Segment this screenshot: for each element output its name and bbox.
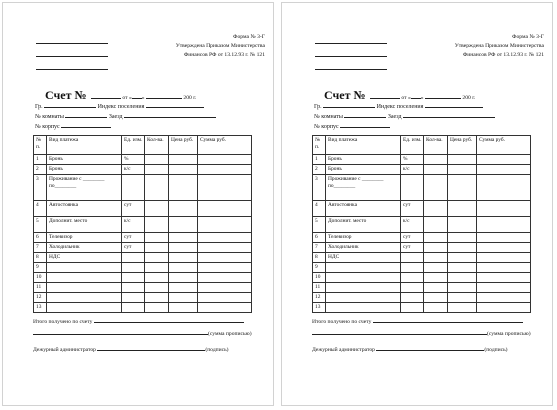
cell-price bbox=[448, 263, 477, 273]
cell-quantity bbox=[145, 175, 169, 201]
table-row bbox=[34, 293, 252, 303]
cell-quantity bbox=[424, 217, 448, 233]
cell-price bbox=[169, 283, 198, 293]
approval-line: Утверждена Приказом Министерства bbox=[175, 43, 265, 49]
cell-payment-type bbox=[326, 303, 401, 313]
cell-row-number: 10 bbox=[34, 273, 47, 283]
cell-price bbox=[169, 293, 198, 303]
column-header-quantity: Кол-ва. bbox=[145, 136, 169, 155]
cell-price bbox=[169, 263, 198, 273]
cell-payment-type bbox=[326, 293, 401, 303]
cell-unit: сут bbox=[401, 233, 424, 243]
citizen-row: Гр. Индекс поселения bbox=[314, 101, 483, 112]
approval-line: Утверждена Приказом Министерства bbox=[454, 43, 544, 49]
cell-row-number: 8 bbox=[313, 253, 326, 263]
column-header-unit: Ед. изм. bbox=[401, 136, 424, 155]
cell-price bbox=[448, 165, 477, 175]
cell-row-number: 2 bbox=[34, 165, 47, 175]
form-number-line: Форма № 3-Г bbox=[512, 34, 544, 40]
table-row bbox=[313, 201, 531, 217]
column-header-amount: Сумма руб. bbox=[477, 136, 531, 155]
column-header-price: Цена руб. bbox=[169, 136, 198, 155]
payment-table bbox=[33, 135, 252, 313]
decree-line: Финансов РФ от 13.12.93 г. № 121 bbox=[462, 52, 544, 58]
cell-price bbox=[448, 201, 477, 217]
cell-row-number: 8 bbox=[34, 253, 47, 263]
cell-quantity bbox=[424, 273, 448, 283]
cell-unit: сут bbox=[122, 243, 145, 253]
table-row bbox=[313, 303, 531, 313]
cell-unit bbox=[401, 273, 424, 283]
cell-price bbox=[448, 273, 477, 283]
table-row bbox=[313, 283, 531, 293]
cell-unit bbox=[122, 293, 145, 303]
cell-quantity bbox=[424, 253, 448, 263]
cell-price bbox=[448, 217, 477, 233]
column-header-unit: Ед. изм. bbox=[122, 136, 145, 155]
cell-row-number: 13 bbox=[34, 303, 47, 313]
cell-quantity bbox=[145, 263, 169, 273]
cell-unit bbox=[401, 303, 424, 313]
cell-payment-type: Проживание с ________ по________ bbox=[326, 175, 401, 201]
cell-price bbox=[169, 201, 198, 217]
cell-payment-type: Дополнит. место bbox=[47, 217, 122, 233]
blank-line bbox=[315, 43, 387, 44]
cell-amount bbox=[198, 155, 252, 165]
table-row bbox=[34, 201, 252, 217]
cell-price bbox=[448, 243, 477, 253]
table-row bbox=[313, 273, 531, 283]
cell-price bbox=[448, 253, 477, 263]
cell-payment-type: НДС bbox=[47, 253, 122, 263]
cell-unit: к/с bbox=[122, 217, 145, 233]
blank-line bbox=[36, 43, 108, 44]
cell-amount bbox=[198, 233, 252, 243]
cell-quantity bbox=[145, 165, 169, 175]
table-row bbox=[34, 303, 252, 313]
cell-price bbox=[448, 233, 477, 243]
cell-amount bbox=[477, 283, 531, 293]
cell-unit bbox=[122, 253, 145, 263]
cell-row-number: 4 bbox=[313, 201, 326, 217]
cell-quantity bbox=[145, 201, 169, 217]
cell-quantity bbox=[145, 303, 169, 313]
cell-row-number: 7 bbox=[313, 243, 326, 253]
cell-row-number: 9 bbox=[313, 263, 326, 273]
duty-admin-line: Дежурный администратор (подпись) bbox=[312, 344, 508, 354]
building-row: № корпус bbox=[35, 121, 111, 132]
cell-row-number: 12 bbox=[34, 293, 47, 303]
cell-row-number: 3 bbox=[313, 175, 326, 201]
cell-payment-type: Бронь bbox=[326, 155, 401, 165]
cell-amount bbox=[477, 201, 531, 217]
table-row bbox=[313, 155, 531, 165]
payment-table bbox=[312, 135, 531, 313]
cell-row-number: 5 bbox=[34, 217, 47, 233]
cell-amount bbox=[477, 293, 531, 303]
blank-line bbox=[36, 56, 108, 57]
cell-price bbox=[169, 273, 198, 283]
duty-admin-line: Дежурный администратор (подпись) bbox=[33, 344, 229, 354]
cell-price bbox=[448, 175, 477, 201]
blank-line bbox=[36, 69, 108, 70]
cell-payment-type: Автостоянка bbox=[47, 201, 122, 217]
cell-unit: сут bbox=[401, 243, 424, 253]
cell-price bbox=[448, 155, 477, 165]
cell-unit bbox=[122, 283, 145, 293]
total-received-line: Итого получено по счету bbox=[312, 316, 523, 326]
cell-quantity bbox=[145, 253, 169, 263]
cell-unit: сут bbox=[122, 201, 145, 217]
cell-payment-type bbox=[47, 293, 122, 303]
cell-amount bbox=[477, 253, 531, 263]
cell-quantity bbox=[424, 175, 448, 201]
cell-row-number: 7 bbox=[34, 243, 47, 253]
decree-line: Финансов РФ от 13.12.93 г. № 121 bbox=[183, 52, 265, 58]
blank-line bbox=[315, 69, 387, 70]
cell-quantity bbox=[424, 165, 448, 175]
cell-unit: к/с bbox=[401, 165, 424, 175]
cell-unit: % bbox=[122, 155, 145, 165]
cell-amount bbox=[477, 217, 531, 233]
cell-row-number: 2 bbox=[313, 165, 326, 175]
cell-quantity bbox=[424, 263, 448, 273]
table-row bbox=[34, 283, 252, 293]
cell-amount bbox=[198, 303, 252, 313]
table-row bbox=[34, 155, 252, 165]
cell-row-number: 11 bbox=[313, 283, 326, 293]
cell-unit bbox=[401, 293, 424, 303]
cell-row-number: 12 bbox=[313, 293, 326, 303]
cell-price bbox=[169, 303, 198, 313]
total-received-line: Итого получено по счету bbox=[33, 316, 244, 326]
cell-price bbox=[169, 233, 198, 243]
cell-row-number: 11 bbox=[34, 283, 47, 293]
cell-unit bbox=[122, 303, 145, 313]
cell-quantity bbox=[145, 243, 169, 253]
cell-amount bbox=[477, 175, 531, 201]
cell-unit bbox=[401, 283, 424, 293]
invoice-date-line: от « » 200 г. bbox=[370, 92, 475, 102]
cell-amount bbox=[477, 233, 531, 243]
cell-quantity bbox=[145, 233, 169, 243]
cell-payment-type: Автостоянка bbox=[326, 201, 401, 217]
table-row bbox=[313, 233, 531, 243]
cell-amount bbox=[198, 273, 252, 283]
blank-line bbox=[315, 56, 387, 57]
cell-row-number: 6 bbox=[34, 233, 47, 243]
column-header-row-number: № п. bbox=[313, 136, 326, 155]
cell-row-number: 6 bbox=[313, 233, 326, 243]
cell-amount bbox=[198, 217, 252, 233]
cell-row-number: 3 bbox=[34, 175, 47, 201]
cell-quantity bbox=[424, 283, 448, 293]
cell-row-number: 1 bbox=[34, 155, 47, 165]
cell-amount bbox=[198, 165, 252, 175]
table-row bbox=[313, 165, 531, 175]
cell-quantity bbox=[145, 155, 169, 165]
cell-price bbox=[169, 165, 198, 175]
cell-payment-type bbox=[326, 283, 401, 293]
cell-unit bbox=[401, 175, 424, 201]
table-row bbox=[313, 175, 531, 201]
cell-amount bbox=[198, 253, 252, 263]
cell-price bbox=[169, 253, 198, 263]
cell-payment-type bbox=[326, 263, 401, 273]
building-row: № корпус bbox=[314, 121, 390, 132]
cell-quantity bbox=[145, 283, 169, 293]
cell-price bbox=[169, 155, 198, 165]
cell-amount bbox=[198, 283, 252, 293]
cell-unit: сут bbox=[401, 201, 424, 217]
amount-in-words-line: (сумма прописью) bbox=[312, 328, 531, 338]
cell-payment-type: Дополнит. место bbox=[326, 217, 401, 233]
cell-amount bbox=[198, 201, 252, 217]
cell-price bbox=[448, 303, 477, 313]
cell-row-number: 4 bbox=[34, 201, 47, 217]
cell-payment-type: Бронь bbox=[47, 155, 122, 165]
cell-amount bbox=[477, 303, 531, 313]
room-row: № комнаты Заезд bbox=[35, 111, 216, 122]
table-row bbox=[34, 253, 252, 263]
invoice-title: Счет № bbox=[324, 88, 366, 102]
table-row bbox=[313, 293, 531, 303]
column-header-payment-type: Вид платежа bbox=[47, 136, 122, 155]
invoice-form-left bbox=[2, 2, 274, 406]
cell-payment-type bbox=[47, 303, 122, 313]
cell-amount bbox=[477, 243, 531, 253]
table-row bbox=[34, 243, 252, 253]
cell-unit bbox=[122, 263, 145, 273]
cell-quantity bbox=[145, 293, 169, 303]
cell-row-number: 9 bbox=[34, 263, 47, 273]
cell-payment-type bbox=[47, 273, 122, 283]
table-row bbox=[34, 217, 252, 233]
column-header-row-number: № п. bbox=[34, 136, 47, 155]
cell-row-number: 5 bbox=[313, 217, 326, 233]
table-row bbox=[313, 263, 531, 273]
cell-price bbox=[169, 175, 198, 201]
cell-price bbox=[448, 283, 477, 293]
cell-payment-type: Проживание с ________ по________ bbox=[47, 175, 122, 201]
column-header-amount: Сумма руб. bbox=[198, 136, 252, 155]
table-row bbox=[313, 243, 531, 253]
cell-amount bbox=[198, 243, 252, 253]
cell-amount bbox=[477, 273, 531, 283]
cell-payment-type bbox=[326, 273, 401, 283]
table-row bbox=[34, 175, 252, 201]
cell-quantity bbox=[145, 273, 169, 283]
cell-payment-type bbox=[47, 263, 122, 273]
cell-amount bbox=[477, 165, 531, 175]
invoice-date-line: от « » 200 г. bbox=[91, 92, 196, 102]
cell-payment-type: Телевизор bbox=[326, 233, 401, 243]
cell-payment-type: Бронь bbox=[326, 165, 401, 175]
cell-amount bbox=[477, 155, 531, 165]
cell-payment-type: Бронь bbox=[47, 165, 122, 175]
cell-row-number: 10 bbox=[313, 273, 326, 283]
cell-unit: к/с bbox=[122, 165, 145, 175]
table-row bbox=[34, 165, 252, 175]
cell-unit: % bbox=[401, 155, 424, 165]
cell-amount bbox=[198, 263, 252, 273]
cell-unit bbox=[122, 175, 145, 201]
cell-amount bbox=[198, 293, 252, 303]
cell-unit bbox=[401, 263, 424, 273]
cell-quantity bbox=[424, 303, 448, 313]
column-header-payment-type: Вид платежа bbox=[326, 136, 401, 155]
cell-quantity bbox=[145, 217, 169, 233]
table-row bbox=[34, 273, 252, 283]
table-header-row bbox=[313, 136, 531, 155]
cell-payment-type: Холодильник bbox=[47, 243, 122, 253]
form-number-line: Форма № 3-Г bbox=[233, 34, 265, 40]
table-header-row bbox=[34, 136, 252, 155]
cell-payment-type bbox=[47, 283, 122, 293]
cell-payment-type: НДС bbox=[326, 253, 401, 263]
invoice-form-right bbox=[281, 2, 553, 406]
cell-quantity bbox=[424, 155, 448, 165]
citizen-row: Гр. Индекс поселения bbox=[35, 101, 204, 112]
cell-price bbox=[448, 293, 477, 303]
cell-quantity bbox=[424, 243, 448, 253]
cell-price bbox=[169, 217, 198, 233]
cell-amount bbox=[198, 175, 252, 201]
cell-payment-type: Холодильник bbox=[326, 243, 401, 253]
cell-unit: сут bbox=[122, 233, 145, 243]
invoice-title: Счет № bbox=[45, 88, 87, 102]
column-header-price: Цена руб. bbox=[448, 136, 477, 155]
room-row: № комнаты Заезд bbox=[314, 111, 495, 122]
cell-quantity bbox=[424, 233, 448, 243]
cell-unit: к/с bbox=[401, 217, 424, 233]
cell-unit bbox=[401, 253, 424, 263]
cell-amount bbox=[477, 263, 531, 273]
amount-in-words-line: (сумма прописью) bbox=[33, 328, 252, 338]
column-header-quantity: Кол-ва. bbox=[424, 136, 448, 155]
cell-quantity bbox=[424, 201, 448, 217]
cell-price bbox=[169, 243, 198, 253]
table-row bbox=[313, 217, 531, 233]
cell-unit bbox=[122, 273, 145, 283]
cell-row-number: 1 bbox=[313, 155, 326, 165]
table-row bbox=[34, 233, 252, 243]
cell-quantity bbox=[424, 293, 448, 303]
table-row bbox=[313, 253, 531, 263]
cell-payment-type: Телевизор bbox=[47, 233, 122, 243]
cell-row-number: 13 bbox=[313, 303, 326, 313]
table-row bbox=[34, 263, 252, 273]
